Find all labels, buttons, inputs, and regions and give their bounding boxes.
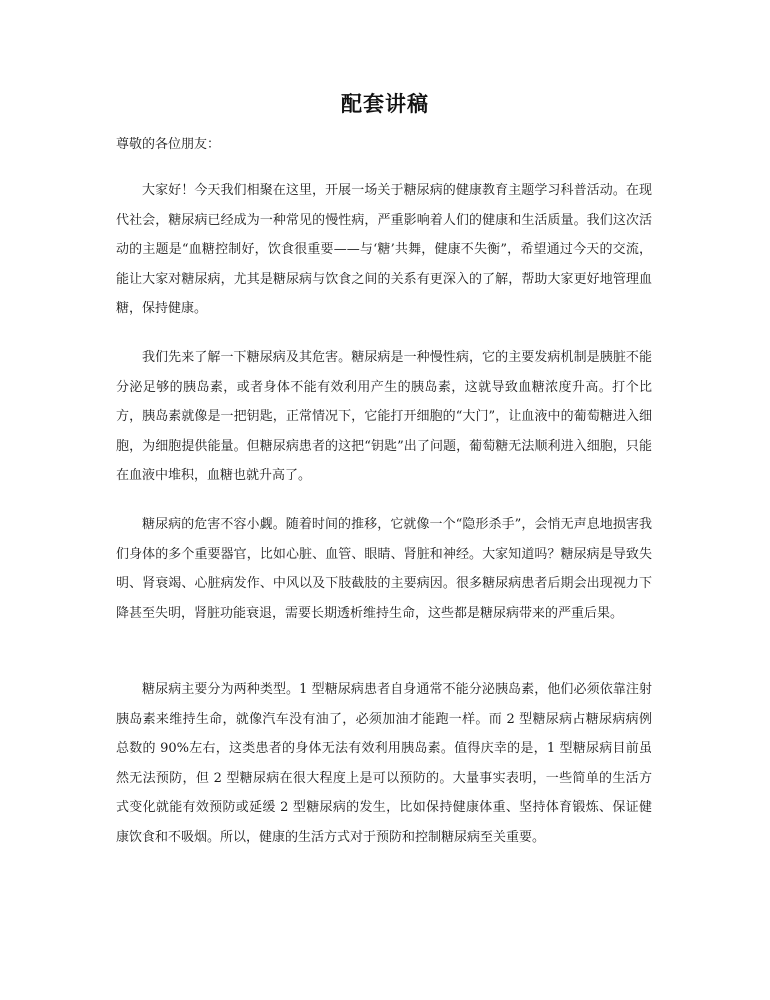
paragraph-intro: 大家好！今天我们相聚在这里，开展一场关于糖尿病的健康教育主题学习科普活动。在现代社会，糖尿病已经成为一种常见的慢性病，严重影响着人们的健康和生活质量。我们这次活动的主题是“血糖控制好，饮食很重要——与‘糖’共舞，健康不失衡”，希望通过今天的交流，能让大家对糖尿病，尤其是糖尿病与饮食之间的关系有更深入的了解，帮助大家更好地管理血糖，保持健康。 <box>116 183 652 317</box>
document-title: 配套讲稿 <box>341 91 429 116</box>
paragraph-types: 糖尿病主要分为两种类型。1 型糖尿病患者自身通常不能分泌胰岛素，他们必须依靠注射胰岛素来维持生命，就像汽车没有油了，必须加油才能跑一样。而 2 型糖尿病占糖尿病病例总数的 90%左右，这类患者的身体无法有效利用胰岛素。值得庆幸的是，1 型糖尿病目前虽然无法预防，但 2 型糖尿病在很大程度上是可以预防的。大量事实表明，一些简单的生活方式变化就能有效预防或延缓 2 型糖尿病的发生，比如保持健康体重、坚持体育锻炼、保证健康饮食和不吸烟。所以，健康的生活方式对于预防和控制糖尿病至关重要。 <box>116 682 652 845</box>
paragraph-mechanism: 我们先来了解一下糖尿病及其危害。糖尿病是一种慢性病，它的主要发病机制是胰脏不能分泌足够的胰岛素，或者身体不能有效利用产生的胰岛素，这就导致血糖浓度升高。打个比方，胰岛素就像是一把钥匙，正常情况下，它能打开细胞的“大门”，让血液中的葡萄糖进入细胞，为细胞提供能量。但糖尿病患者的这把“钥匙”出了问题，葡萄糖无法顺利进入细胞，只能在血液中堆积，血糖也就升高了。 <box>116 350 652 484</box>
paragraph-harm: 糖尿病的危害不容小觑。随着时间的推移，它就像一个“隐形杀手”，会悄无声息地损害我们身体的多个重要器官，比如心脏、血管、眼睛、肾脏和神经。大家知道吗？糖尿病是导致失明、肾衰竭、心脏病发作、中风以及下肢截肢的主要病因。很多糖尿病患者后期会出现视力下降甚至失明，肾脏功能衰退，需要长期透析维持生命，这些都是糖尿病带来的严重后果。 <box>116 517 652 621</box>
greeting-line: 尊敬的各位朋友： <box>116 137 221 152</box>
